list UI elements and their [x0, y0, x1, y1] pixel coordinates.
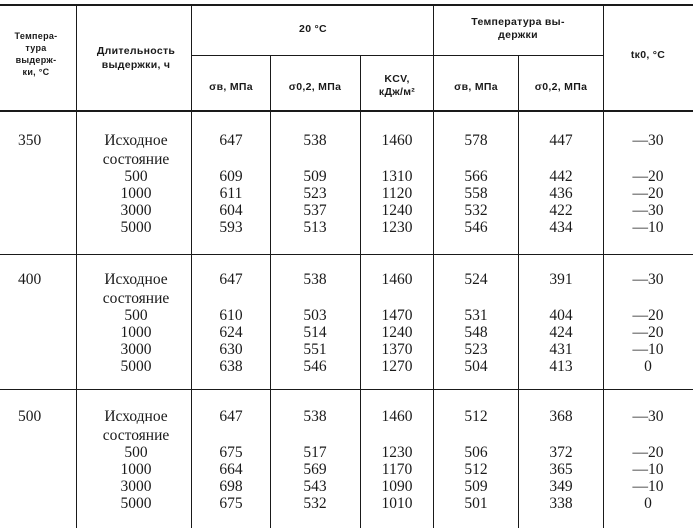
duration-cell: Исходное состояние: [102, 271, 170, 307]
tk0-cell: —20: [632, 307, 664, 324]
rule-top: [0, 4, 693, 6]
duration-cell: 5000: [120, 219, 152, 236]
sigma-02-20-cell: 543: [303, 478, 327, 495]
sigma-02-20-cell: 509: [303, 168, 327, 185]
duration-cell: Исходное состояние: [102, 132, 170, 168]
tk0-cell: —30: [632, 132, 664, 149]
kcv-cell: 1370: [381, 341, 413, 358]
sigma-02-20-cell: 503: [303, 307, 327, 324]
sigma-b-20-cell: 647: [219, 271, 243, 288]
sigma-02-hold-cell: 372: [549, 444, 573, 461]
sigma-b-hold-cell: 548: [464, 324, 488, 341]
kcv-cell: 1010: [381, 495, 413, 512]
sigma-b-hold-cell: 566: [464, 168, 488, 185]
sigma-02-20-cell: 523: [303, 185, 327, 202]
rule-v-2: [191, 4, 192, 528]
sigma-b-hold-cell: 546: [464, 219, 488, 236]
sigma-02-20-cell: 538: [303, 271, 327, 288]
header-kcv: KCV, кДж/м²: [378, 73, 416, 98]
kcv-cell: 1240: [381, 202, 413, 219]
duration-cell: 3000: [120, 341, 152, 358]
tk0-cell: —10: [632, 461, 664, 478]
sigma-b-hold-cell: 506: [464, 444, 488, 461]
sigma-b-20-cell: 604: [219, 202, 243, 219]
sigma-02-20-cell: 513: [303, 219, 327, 236]
sigma-b-20-cell: 609: [219, 168, 243, 185]
header-tk0: tк0, °С: [630, 49, 666, 61]
kcv-cell: 1460: [381, 408, 413, 425]
sigma-02-20-cell: 551: [303, 341, 327, 358]
header-sigma-b-20: σв, МПа: [209, 81, 253, 93]
kcv-cell: 1230: [381, 444, 413, 461]
tk0-cell: —10: [632, 341, 664, 358]
sigma-b-hold-cell: 512: [464, 408, 488, 425]
sigma-02-20-cell: 538: [303, 132, 327, 149]
kcv-cell: 1270: [381, 358, 413, 375]
sigma-b-hold-cell: 509: [464, 478, 488, 495]
duration-cell: Исходное состояние: [102, 408, 170, 444]
sigma-b-hold-cell: 578: [464, 132, 488, 149]
tk0-cell: —10: [632, 478, 664, 495]
hold-temp-cell: 500: [18, 408, 42, 425]
header-sigma-b-hold: σв, МПа: [454, 81, 498, 93]
tk0-cell: —10: [632, 219, 664, 236]
tk0-cell: —20: [632, 168, 664, 185]
kcv-cell: 1470: [381, 307, 413, 324]
rule-v-4: [360, 56, 361, 528]
sigma-b-20-cell: 647: [219, 408, 243, 425]
sigma-02-hold-cell: 424: [549, 324, 573, 341]
sigma-02-20-cell: 546: [303, 358, 327, 375]
sigma-02-hold-cell: 442: [549, 168, 573, 185]
rule-subheader: [191, 55, 603, 56]
sigma-02-hold-cell: 447: [549, 132, 573, 149]
sigma-b-hold-cell: 524: [464, 271, 488, 288]
kcv-cell: 1460: [381, 132, 413, 149]
sigma-02-hold-cell: 413: [549, 358, 573, 375]
sigma-02-hold-cell: 368: [549, 408, 573, 425]
header-sigma-02-hold: σ0,2, МПа: [534, 81, 588, 93]
tk0-cell: —20: [632, 444, 664, 461]
tk0-cell: 0: [644, 495, 652, 512]
rule-v-1: [76, 4, 77, 528]
sigma-b-hold-cell: 531: [464, 307, 488, 324]
kcv-cell: 1120: [381, 185, 413, 202]
duration-cell: 1000: [120, 324, 152, 341]
duration-cell: 1000: [120, 461, 152, 478]
kcv-cell: 1240: [381, 324, 413, 341]
rule-v-7: [603, 4, 604, 528]
sigma-b-20-cell: 664: [219, 461, 243, 478]
sigma-b-20-cell: 630: [219, 341, 243, 358]
header-sigma-02-20: σ0,2, МПа: [288, 81, 342, 93]
sigma-02-hold-cell: 404: [549, 307, 573, 324]
sigma-02-hold-cell: 436: [549, 185, 573, 202]
sigma-b-hold-cell: 501: [464, 495, 488, 512]
header-group-hold-temp: Температура вы- держки: [471, 16, 565, 41]
duration-cell: 500: [124, 444, 148, 461]
header-duration: Длительность выдержки, ч: [96, 45, 176, 71]
rule-header-bottom: [0, 110, 693, 112]
tk0-cell: —30: [632, 408, 664, 425]
duration-cell: 5000: [120, 495, 152, 512]
sigma-b-hold-cell: 504: [464, 358, 488, 375]
sigma-b-20-cell: 675: [219, 495, 243, 512]
sigma-b-20-cell: 638: [219, 358, 243, 375]
duration-cell: 5000: [120, 358, 152, 375]
kcv-cell: 1310: [381, 168, 413, 185]
sigma-02-20-cell: 517: [303, 444, 327, 461]
sigma-b-20-cell: 593: [219, 219, 243, 236]
sigma-b-hold-cell: 532: [464, 202, 488, 219]
sigma-02-hold-cell: 422: [549, 202, 573, 219]
kcv-cell: 1230: [381, 219, 413, 236]
rule-v-3: [270, 56, 271, 528]
tk0-cell: —30: [632, 202, 664, 219]
tk0-cell: —20: [632, 324, 664, 341]
sigma-02-hold-cell: 349: [549, 478, 573, 495]
sigma-b-hold-cell: 512: [464, 461, 488, 478]
tk0-cell: —20: [632, 185, 664, 202]
rule-group-2-bottom: [0, 389, 693, 390]
sigma-02-20-cell: 532: [303, 495, 327, 512]
sigma-02-hold-cell: 338: [549, 495, 573, 512]
rule-group-1-bottom: [0, 254, 693, 255]
tk0-cell: 0: [644, 358, 652, 375]
hold-temp-cell: 400: [18, 271, 42, 288]
sigma-02-hold-cell: 434: [549, 219, 573, 236]
sigma-02-hold-cell: 365: [549, 461, 573, 478]
duration-cell: 1000: [120, 185, 152, 202]
header-group-20c: 20 °С: [299, 23, 327, 35]
hold-temp-cell: 350: [18, 132, 42, 149]
header-hold-temp: Темпера- тура выдерж- ки, °С: [14, 31, 58, 77]
sigma-b-20-cell: 624: [219, 324, 243, 341]
sigma-b-20-cell: 611: [219, 185, 243, 202]
rule-v-6: [518, 56, 519, 528]
duration-cell: 3000: [120, 202, 152, 219]
sigma-02-hold-cell: 431: [549, 341, 573, 358]
sigma-b-hold-cell: 558: [464, 185, 488, 202]
kcv-cell: 1090: [381, 478, 413, 495]
sigma-02-20-cell: 537: [303, 202, 327, 219]
sigma-02-20-cell: 569: [303, 461, 327, 478]
rule-v-5: [433, 4, 434, 528]
duration-cell: 3000: [120, 478, 152, 495]
tk0-cell: —30: [632, 271, 664, 288]
kcv-cell: 1170: [381, 461, 413, 478]
sigma-b-hold-cell: 523: [464, 341, 488, 358]
kcv-cell: 1460: [381, 271, 413, 288]
sigma-b-20-cell: 610: [219, 307, 243, 324]
sigma-b-20-cell: 675: [219, 444, 243, 461]
sigma-02-hold-cell: 391: [549, 271, 573, 288]
sigma-02-20-cell: 538: [303, 408, 327, 425]
duration-cell: 500: [124, 168, 148, 185]
sigma-b-20-cell: 698: [219, 478, 243, 495]
sigma-b-20-cell: 647: [219, 132, 243, 149]
duration-cell: 500: [124, 307, 148, 324]
sigma-02-20-cell: 514: [303, 324, 327, 341]
